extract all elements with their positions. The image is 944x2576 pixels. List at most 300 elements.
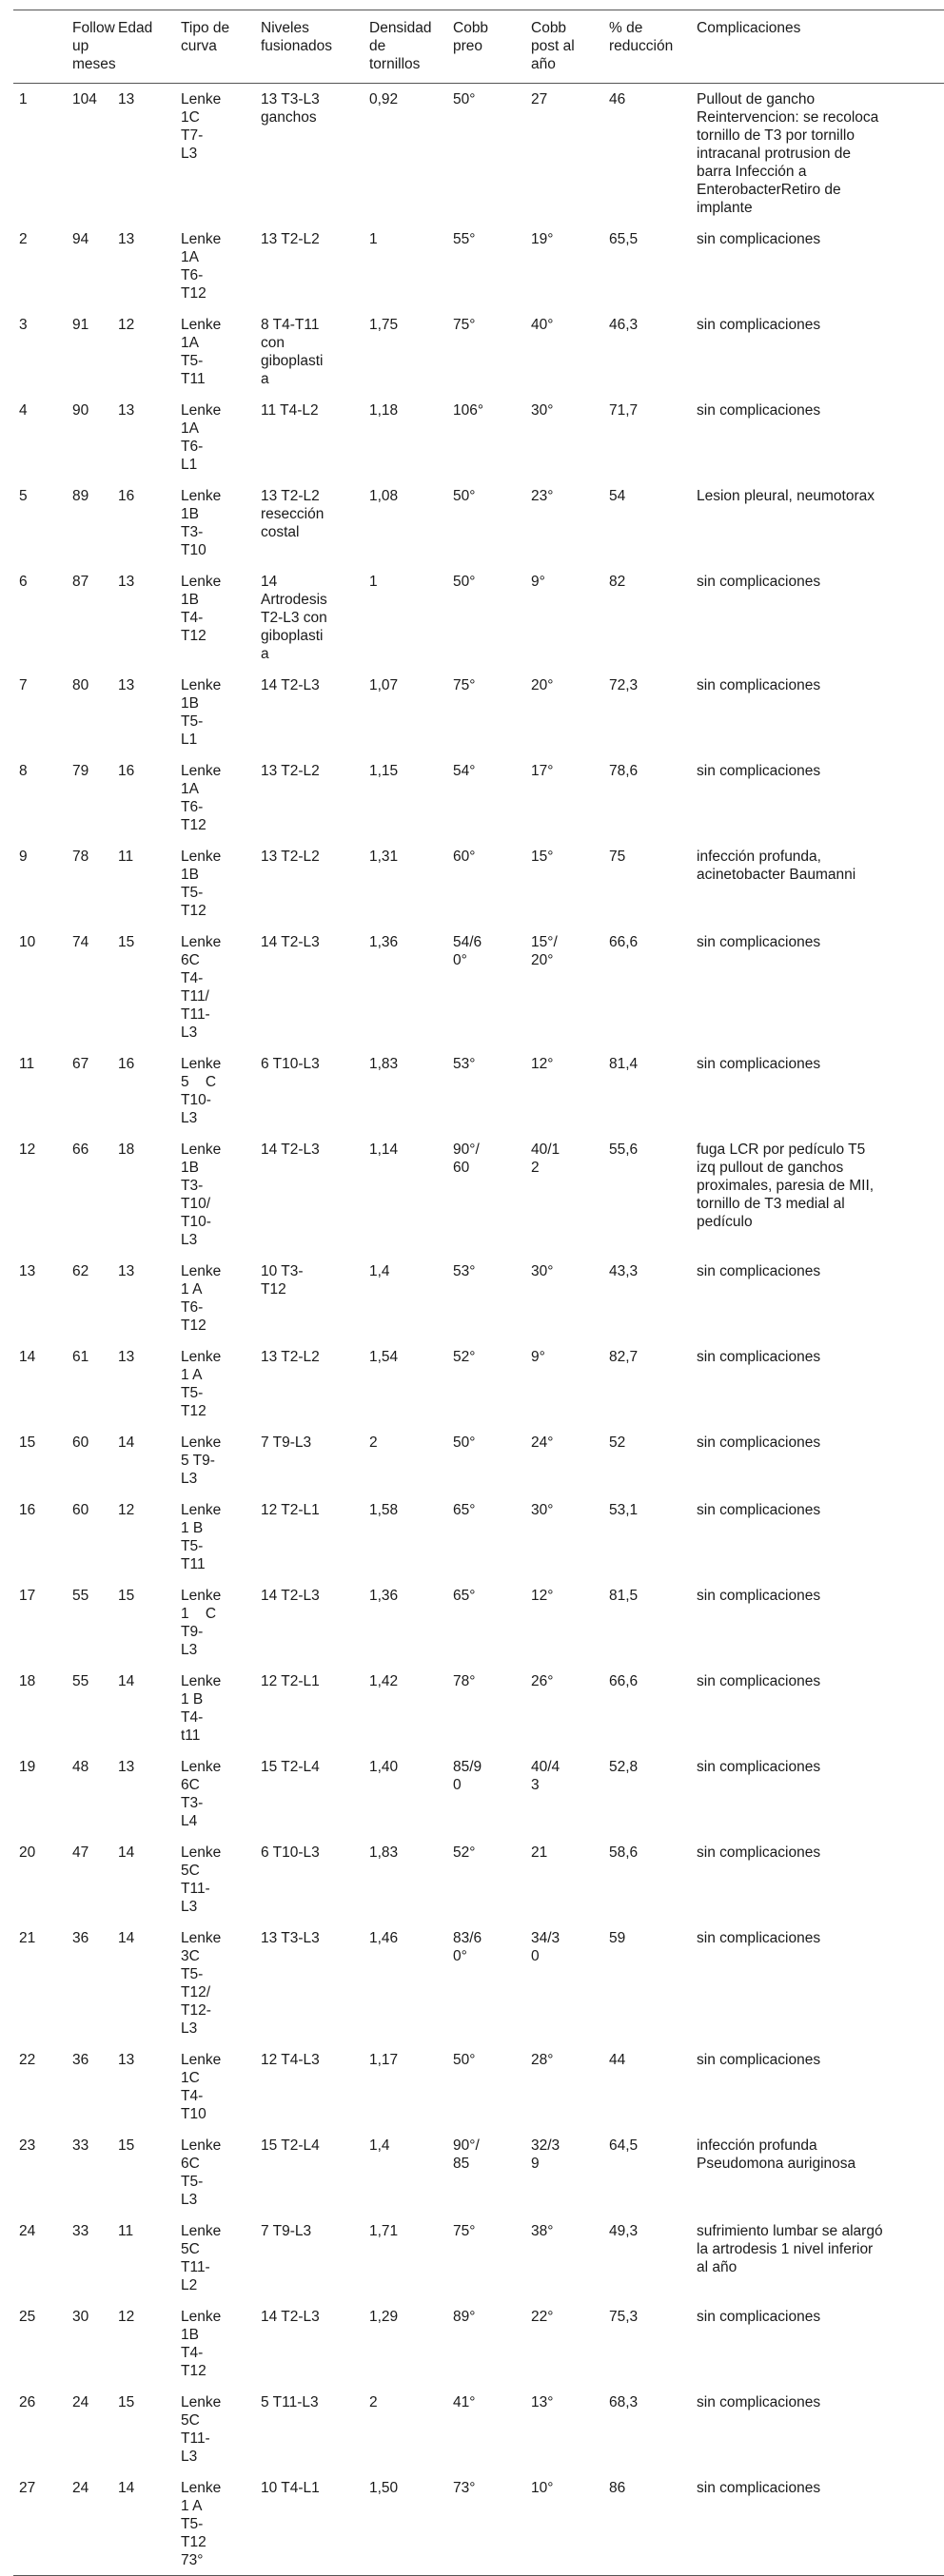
cell-row-number: 11 (13, 1048, 67, 1134)
cell-follow-up-months: 67 (67, 1048, 112, 1134)
cell-complications: infección profunda Pseudomona auriginosa (691, 2130, 944, 2215)
table-row (13, 670, 944, 755)
cell-age: 13 (118, 401, 135, 419)
cell-follow-up-months: 33 (67, 2130, 112, 2215)
cell-row-number: 21 (13, 1922, 67, 2044)
cell-curve-type: Lenke 1B T3- T10/ T10- L3 (181, 1141, 222, 1248)
header-reduction-percent: % de reducción (609, 20, 674, 54)
cell-curve-type: Lenke 1B T4- T12 (175, 2301, 255, 2387)
cell-age: 13 (118, 230, 135, 247)
cell-cobb-post-year: 19° (531, 230, 554, 247)
cell-complications: sin complicaciones (691, 2301, 944, 2387)
table-row (13, 1751, 944, 1837)
cell-row-number: 5 (13, 480, 67, 566)
cell-cobb-preop: 60° (447, 841, 525, 927)
cell-row-number: 13 (13, 1256, 67, 1341)
cell-follow-up-months: 91 (67, 309, 112, 395)
cell-cobb-preop: 78° (453, 1672, 476, 1689)
cell-curve-type: Lenke 1 B T5- T11 (181, 1501, 222, 1572)
cell-cobb-post-year: 32/3 9 (525, 2130, 603, 2215)
cell-screw-density: 1,42 (369, 1672, 399, 1689)
cell-curve-type: Lenke 1 A T5- T12 73° (175, 2472, 255, 2576)
cell-complications: sin complicaciones (697, 1348, 821, 1365)
cell-age: 12 (112, 2301, 175, 2387)
cell-fused-levels: 10 T4-L1 (255, 2472, 364, 2576)
header-age: Edad (118, 20, 153, 36)
cell-row-number: 7 (13, 670, 67, 755)
cell-age: 12 (118, 1501, 135, 1518)
cell-complications: sin complicaciones (697, 1844, 821, 1861)
cell-complications: sin complicaciones (691, 309, 944, 395)
table-row (13, 1922, 944, 2044)
cell-reduction-percent: 86 (603, 2472, 691, 2576)
cell-age: 13 (118, 2051, 135, 2068)
cell-complications: sin complicaciones (697, 1501, 821, 1518)
cell-row-number: 6 (19, 573, 28, 590)
cell-follow-up-months: 24 (72, 2393, 89, 2410)
cell-curve-type: Lenke 1 A T6- T12 (175, 1256, 255, 1341)
cell-cobb-preop: 41° (453, 2393, 476, 2410)
header-screw-density: Densidad de tornillos (369, 20, 432, 72)
cell-cobb-preop: 90°/ 60 (453, 1141, 480, 1176)
cell-follow-up-months: 55 (72, 1672, 89, 1689)
cell-fused-levels: 14 T2-L3 (261, 933, 320, 950)
cell-reduction-percent: 75,3 (603, 2301, 691, 2387)
cell-row-number: 25 (13, 2301, 67, 2387)
cell-age: 11 (112, 841, 175, 927)
cell-cobb-preop: 75° (453, 2222, 476, 2239)
cell-cobb-preop: 73° (447, 2472, 525, 2576)
cell-follow-up-months: 62 (67, 1256, 112, 1341)
cell-row-number: 23 (13, 2130, 67, 2215)
cell-complications: sin complicaciones (697, 1672, 821, 1689)
cell-follow-up-months: 74 (72, 933, 89, 950)
cell-fused-levels: 13 T2-L2 (261, 762, 320, 779)
cell-screw-density: 1 (369, 573, 378, 590)
table-row (13, 2472, 944, 2576)
cell-cobb-preop: 50° (453, 573, 476, 590)
header-fused-levels: Niveles fusionados (261, 20, 332, 54)
table-row (13, 1048, 944, 1134)
cell-reduction-percent: 53,1 (609, 1501, 639, 1518)
cell-complications: Lesion pleural, neumotorax (691, 480, 944, 566)
header-cobb-preop: Cobb preo (453, 20, 489, 54)
cell-complications: sin complicaciones (697, 230, 821, 247)
cell-follow-up-months: 60 (72, 1501, 89, 1518)
cell-age: 15 (118, 2393, 135, 2410)
cell-cobb-post-year: 40° (525, 309, 603, 395)
cell-age: 14 (112, 1427, 175, 1494)
cell-age: 12 (112, 309, 175, 395)
table-row (13, 1341, 944, 1427)
cell-row-number: 15 (13, 1427, 67, 1494)
header-follow-up-months: Follow up meses (72, 20, 116, 72)
cell-cobb-post-year: 38° (531, 2222, 554, 2239)
cell-follow-up-months: 79 (72, 762, 89, 779)
table-row (13, 927, 944, 1048)
cell-row-number: 14 (19, 1348, 36, 1365)
cell-fused-levels: 14 Artrodesis T2-L3 con giboplasti a (261, 573, 327, 662)
cell-cobb-post-year: 13° (531, 2393, 554, 2410)
cell-curve-type: Lenke 1A T6- L1 (181, 401, 222, 473)
cell-fused-levels: 5 T11-L3 (261, 2393, 319, 2410)
cell-screw-density: 1,08 (364, 480, 447, 566)
cell-age: 16 (112, 1048, 175, 1134)
cell-curve-type: Lenke 6C T5- L3 (175, 2130, 255, 2215)
cell-fused-levels: 13 T2-L2 (255, 841, 364, 927)
cell-curve-type: Lenke 5C T11- L2 (181, 2222, 222, 2293)
cell-cobb-preop: 50° (447, 1427, 525, 1494)
cell-age: 13 (112, 1751, 175, 1837)
cell-follow-up-months: 55 (67, 1580, 112, 1666)
cell-reduction-percent: 64,5 (603, 2130, 691, 2215)
table-row (13, 1666, 944, 1751)
cell-fused-levels: 14 T2-L3 (255, 1580, 364, 1666)
cell-age: 16 (118, 762, 135, 779)
cell-follow-up-months: 80 (67, 670, 112, 755)
cell-reduction-percent: 52,8 (603, 1751, 691, 1837)
table-row (13, 2215, 944, 2301)
cell-complications: infección profunda, acinetobacter Baumanni (691, 841, 944, 927)
cell-screw-density: 1,07 (364, 670, 447, 755)
cell-curve-type: Lenke 1A T6- T12 (181, 230, 222, 302)
cell-fused-levels: 12 T4-L3 (261, 2051, 320, 2068)
cell-screw-density: 1,40 (364, 1751, 447, 1837)
patient-outcomes-table (13, 10, 944, 2576)
cell-fused-levels: 11 T4-L2 (261, 401, 319, 419)
cell-screw-density: 1,54 (369, 1348, 399, 1365)
cell-screw-density: 1,15 (369, 762, 399, 779)
cell-screw-density: 0,92 (364, 84, 447, 224)
cell-follow-up-months: 94 (72, 230, 89, 247)
cell-complications: sin complicaciones (691, 2472, 944, 2576)
cell-follow-up-months: 104 (67, 84, 112, 224)
cell-cobb-preop: 75° (447, 309, 525, 395)
cell-cobb-post-year: 30° (531, 401, 554, 419)
header-cobb-post-year: Cobb post al año (531, 20, 575, 72)
cell-complications: sufrimiento lumbar se alargó la artrodesis 1 nivel inferior al año (697, 2222, 883, 2275)
cell-fused-levels: 6 T10-L3 (255, 1048, 364, 1134)
table-row (13, 841, 944, 927)
cell-cobb-preop: 83/6 0° (447, 1922, 525, 2044)
cell-cobb-preop: 53° (447, 1048, 525, 1134)
cell-curve-type: Lenke 5C T11- L3 (181, 1844, 222, 1915)
cell-reduction-percent: 81,5 (603, 1580, 691, 1666)
table-row (13, 2301, 944, 2387)
cell-row-number: 4 (19, 401, 28, 419)
cell-complications: sin complicaciones (691, 670, 944, 755)
table-row (13, 1494, 944, 1580)
cell-row-number: 20 (19, 1844, 36, 1861)
cell-reduction-percent: 54 (603, 480, 691, 566)
cell-fused-levels: 10 T3- T12 (255, 1256, 364, 1341)
cell-screw-density: 1,14 (369, 1141, 399, 1158)
cell-row-number: 24 (19, 2222, 36, 2239)
cell-fused-levels: 15 T2-L4 (255, 2130, 364, 2215)
cell-follow-up-months: 90 (72, 401, 89, 419)
cell-screw-density: 1,18 (369, 401, 399, 419)
table-row (13, 480, 944, 566)
cell-screw-density: 1,46 (364, 1922, 447, 2044)
cell-curve-type: Lenke 5 C T10- L3 (175, 1048, 255, 1134)
cell-curve-type: Lenke 1B T5- T12 (175, 841, 255, 927)
table-row (13, 1837, 944, 1922)
cell-follow-up-months: 89 (67, 480, 112, 566)
cell-cobb-post-year: 15°/ 20° (531, 933, 558, 968)
cell-complications: Pullout de gancho Reintervencion: se recoloca tornillo de T3 por tornillo intracanal protrusion de barra Infección a EnterobacterRetiro de implante (691, 84, 944, 224)
cell-screw-density: 1,29 (364, 2301, 447, 2387)
cell-curve-type: Lenke 1C T7- L3 (175, 84, 255, 224)
cell-screw-density: 1 (369, 230, 378, 247)
table-row (13, 2130, 944, 2215)
cell-fused-levels: 14 T2-L3 (255, 2301, 364, 2387)
cell-fused-levels: 13 T2-L2 resección costal (255, 480, 364, 566)
cell-reduction-percent: 65,5 (609, 230, 639, 247)
cell-cobb-preop: 50° (447, 84, 525, 224)
cell-curve-type: Lenke 1 A T5- T12 (181, 1348, 222, 1419)
cell-screw-density: 1,83 (369, 1844, 399, 1861)
cell-reduction-percent: 66,6 (609, 1672, 639, 1689)
cell-fused-levels: 7 T9-L3 (255, 1427, 364, 1494)
cell-age: 14 (112, 1922, 175, 2044)
cell-fused-levels: 14 T2-L3 (261, 1141, 320, 1158)
cell-cobb-post-year: 9° (531, 573, 545, 590)
header-complications: Complicaciones (697, 20, 801, 36)
cell-cobb-post-year: 28° (531, 2051, 554, 2068)
cell-row-number: 9 (13, 841, 67, 927)
cell-fused-levels: 7 T9-L3 (261, 2222, 312, 2239)
cell-complications: sin complicaciones (691, 1048, 944, 1134)
cell-cobb-post-year: 12° (525, 1048, 603, 1134)
cell-age: 16 (112, 480, 175, 566)
cell-complications: sin complicaciones (697, 762, 821, 779)
cell-age: 14 (118, 1672, 135, 1689)
cell-cobb-post-year: 30° (525, 1256, 603, 1341)
cell-age: 14 (112, 2472, 175, 2576)
cell-cobb-preop: 54° (453, 762, 476, 779)
cell-curve-type: Lenke 3C T5- T12/ T12- L3 (175, 1922, 255, 2044)
cell-screw-density: 1,31 (364, 841, 447, 927)
cell-cobb-post-year: 17° (531, 762, 554, 779)
cell-cobb-preop: 65° (453, 1501, 476, 1518)
cell-screw-density: 1,36 (369, 933, 399, 950)
cell-reduction-percent: 68,3 (609, 2393, 639, 2410)
cell-age: 15 (118, 933, 135, 950)
cell-fused-levels: 8 T4-T11 con giboplasti a (255, 309, 364, 395)
cell-complications: sin complicaciones (697, 573, 821, 590)
cell-cobb-post-year: 22° (525, 2301, 603, 2387)
cell-complications: sin complicaciones (697, 933, 821, 950)
cell-cobb-preop: 106° (453, 401, 484, 419)
table-header-row (13, 10, 944, 84)
cell-fused-levels: 6 T10-L3 (261, 1844, 320, 1861)
header-curve-type: Tipo de curva (181, 20, 230, 54)
cell-age: 15 (112, 1580, 175, 1666)
cell-curve-type: Lenke 6C T4- T11/ T11- L3 (181, 933, 222, 1041)
cell-reduction-percent: 72,3 (603, 670, 691, 755)
cell-cobb-preop: 85/9 0 (447, 1751, 525, 1837)
cell-screw-density: 1,36 (364, 1580, 447, 1666)
cell-reduction-percent: 59 (603, 1922, 691, 2044)
cell-reduction-percent: 55,6 (609, 1141, 639, 1158)
cell-curve-type: Lenke 1 B T4- t11 (181, 1672, 222, 1744)
cell-cobb-preop: 50° (453, 2051, 476, 2068)
cell-reduction-percent: 82,7 (609, 1348, 639, 1365)
cell-follow-up-months: 66 (72, 1141, 89, 1158)
cell-screw-density: 2 (369, 2393, 378, 2410)
cell-curve-type: Lenke 1A T6- T12 (181, 762, 222, 833)
cell-screw-density: 1,58 (369, 1501, 399, 1518)
table-row (13, 309, 944, 395)
cell-cobb-preop: 90°/ 85 (447, 2130, 525, 2215)
cell-screw-density: 1,50 (364, 2472, 447, 2576)
cell-complications: sin complicaciones (697, 401, 821, 419)
cell-row-number: 26 (19, 2393, 36, 2410)
cell-follow-up-months: 36 (72, 2051, 89, 2068)
cell-curve-type: Lenke 5C T11- L3 (181, 2393, 222, 2465)
cell-screw-density: 1,4 (364, 2130, 447, 2215)
cell-cobb-post-year: 12° (525, 1580, 603, 1666)
cell-age: 11 (118, 2222, 134, 2239)
cell-complications: sin complicaciones (697, 2393, 821, 2410)
cell-cobb-post-year: 40/4 3 (525, 1751, 603, 1837)
cell-cobb-post-year: 21 (531, 1844, 548, 1861)
cell-follow-up-months: 78 (67, 841, 112, 927)
table-row (13, 1134, 944, 1256)
cell-row-number: 18 (19, 1672, 36, 1689)
cell-follow-up-months: 87 (72, 573, 89, 590)
cell-cobb-preop: 54/6 0° (453, 933, 482, 968)
cell-complications: sin complicaciones (691, 1751, 944, 1837)
cell-reduction-percent: 66,6 (609, 933, 639, 950)
cell-fused-levels: 12 T2-L1 (261, 1672, 320, 1689)
cell-complications: sin complicaciones (691, 1427, 944, 1494)
cell-screw-density: 2 (364, 1427, 447, 1494)
cell-complications: sin complicaciones (697, 2051, 821, 2068)
table-row (13, 2044, 944, 2130)
cell-cobb-post-year: 9° (531, 1348, 545, 1365)
cell-curve-type: Lenke 1A T5- T11 (175, 309, 255, 395)
cell-reduction-percent: 44 (609, 2051, 626, 2068)
table-row (13, 1580, 944, 1666)
cell-cobb-preop: 50° (447, 480, 525, 566)
cell-row-number: 12 (19, 1141, 36, 1158)
cell-cobb-preop: 89° (447, 2301, 525, 2387)
cell-fused-levels: 13 T2-L2 (261, 230, 320, 247)
cell-row-number: 27 (13, 2472, 67, 2576)
cell-fused-levels: 13 T2-L2 (261, 1348, 320, 1365)
cell-cobb-post-year: 23° (525, 480, 603, 566)
cell-reduction-percent: 46,3 (603, 309, 691, 395)
cell-curve-type: Lenke 1B T4- T12 (181, 573, 222, 644)
cell-row-number: 16 (19, 1501, 36, 1518)
table-body (13, 84, 944, 2576)
cell-reduction-percent: 52 (603, 1427, 691, 1494)
cell-curve-type: Lenke 5 T9- L3 (175, 1427, 255, 1494)
cell-complications: fuga LCR por pedículo T5 izq pullout de ganchos proximales, paresia de MII, tornillo de T3 medial al pedículo (697, 1141, 875, 1230)
cell-cobb-post-year: 27 (525, 84, 603, 224)
cell-cobb-preop: 75° (447, 670, 525, 755)
cell-age: 13 (112, 670, 175, 755)
table-row (13, 2387, 944, 2472)
cell-row-number: 3 (13, 309, 67, 395)
cell-cobb-post-year: 40/1 2 (531, 1141, 560, 1176)
cell-reduction-percent: 49,3 (609, 2222, 639, 2239)
cell-cobb-preop: 52° (453, 1844, 476, 1861)
cell-age: 18 (118, 1141, 135, 1158)
cell-age: 13 (118, 573, 135, 590)
cell-cobb-preop: 65° (447, 1580, 525, 1666)
cell-cobb-preop: 53° (447, 1256, 525, 1341)
cell-cobb-post-year: 10° (525, 2472, 603, 2576)
cell-age: 13 (112, 84, 175, 224)
cell-cobb-post-year: 30° (531, 1501, 554, 1518)
table-row (13, 566, 944, 670)
cell-screw-density: 1,75 (364, 309, 447, 395)
cell-row-number: 22 (19, 2051, 36, 2068)
cell-fused-levels: 14 T2-L3 (255, 670, 364, 755)
cell-cobb-preop: 55° (453, 230, 476, 247)
cell-cobb-post-year: 34/3 0 (525, 1922, 603, 2044)
table-row (13, 1427, 944, 1494)
cell-cobb-post-year: 15° (525, 841, 603, 927)
cell-row-number: 2 (19, 230, 28, 247)
table-row (13, 755, 944, 841)
cell-curve-type: Lenke 1C T4- T10 (181, 2051, 222, 2122)
cell-follow-up-months: 60 (67, 1427, 112, 1494)
cell-screw-density: 1,4 (364, 1256, 447, 1341)
cell-curve-type: Lenke 1 C T9- L3 (175, 1580, 255, 1666)
table-row (13, 1256, 944, 1341)
cell-follow-up-months: 47 (72, 1844, 89, 1861)
cell-age: 14 (118, 1844, 135, 1861)
cell-fused-levels: 13 T3-L3 (255, 1922, 364, 2044)
cell-curve-type: Lenke 1B T3- T10 (175, 480, 255, 566)
cell-curve-type: Lenke 1B T5- L1 (175, 670, 255, 755)
cell-reduction-percent: 75 (603, 841, 691, 927)
cell-follow-up-months: 48 (67, 1751, 112, 1837)
cell-age: 15 (112, 2130, 175, 2215)
cell-follow-up-months: 61 (72, 1348, 89, 1365)
cell-follow-up-months: 24 (67, 2472, 112, 2576)
header-row-number (13, 10, 67, 84)
cell-screw-density: 1,71 (369, 2222, 399, 2239)
cell-reduction-percent: 71,7 (609, 401, 639, 419)
cell-follow-up-months: 30 (67, 2301, 112, 2387)
cell-cobb-post-year: 26° (531, 1672, 554, 1689)
cell-cobb-preop: 52° (453, 1348, 476, 1365)
cell-cobb-post-year: 24° (525, 1427, 603, 1494)
cell-curve-type: Lenke 6C T3- L4 (175, 1751, 255, 1837)
cell-row-number: 17 (13, 1580, 67, 1666)
table-row (13, 84, 944, 224)
cell-row-number: 1 (13, 84, 67, 224)
cell-cobb-post-year: 20° (525, 670, 603, 755)
cell-follow-up-months: 33 (72, 2222, 89, 2239)
cell-complications: sin complicaciones (691, 1580, 944, 1666)
cell-reduction-percent: 46 (603, 84, 691, 224)
cell-row-number: 10 (19, 933, 36, 950)
cell-screw-density: 1,83 (364, 1048, 447, 1134)
cell-complications: sin complicaciones (691, 1922, 944, 2044)
cell-reduction-percent: 43,3 (603, 1256, 691, 1341)
cell-reduction-percent: 58,6 (609, 1844, 639, 1861)
cell-row-number: 8 (19, 762, 28, 779)
cell-fused-levels: 13 T3-L3 ganchos (255, 84, 364, 224)
cell-fused-levels: 12 T2-L1 (261, 1501, 320, 1518)
cell-age: 13 (118, 1348, 135, 1365)
table-row (13, 395, 944, 480)
